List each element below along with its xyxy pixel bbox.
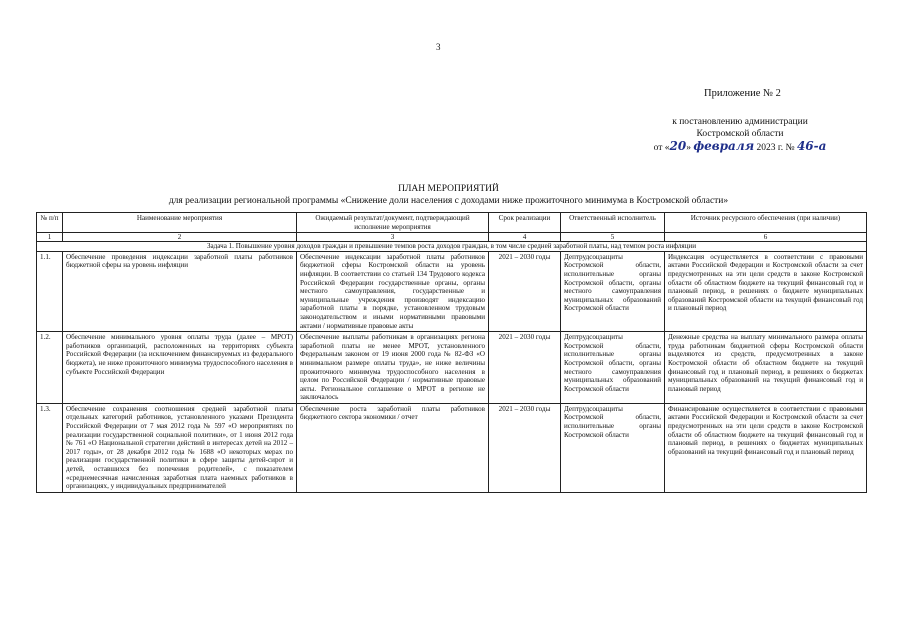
row-num: 1.3. — [37, 403, 63, 492]
header-name: Наименование мероприятия — [63, 213, 297, 233]
decree-month: февраля — [693, 139, 755, 153]
header-executor: Ответственный исполнитель — [561, 213, 665, 233]
column-numbers-row — [37, 233, 867, 242]
row-source: Индексация осуществляется в соответствии с правовыми актами Российской Федерации и Костромской области за счет предусмотренных на эти цели средств в законе Костромской области об областном бюджете на текущий финансовый год и плановый период, в решениях о бюджете муниципальных образований Костромской области на текущий финансовый год и плановый период — [665, 251, 867, 331]
row-executor: Дептрудсоцзащиты Костромской области, исполнительные органы Костромской области, органы местного самоуправления муниципальных образований Костромской области — [561, 332, 665, 404]
row-result: Обеспечение индексации заработной платы работников бюджетной сферы Костромской области на уровень инфляции. В соответствии со статьей 134 Трудового кодекса Российской Федерации государственные органы, органы местного самоуправления, государственные и муниципальные учреждения производят индексацию заработной платы в порядке, установленном трудовым законодательством и иными нормативными правовыми актами / нормативные правовые акты — [297, 251, 489, 331]
column-number: 1 — [37, 233, 63, 242]
decree-number: 46-а — [796, 139, 827, 153]
column-number: 3 — [297, 233, 489, 242]
decree-from: от « — [653, 143, 670, 153]
row-source: Финансирование осуществляется в соответствии с правовыми актами Российской Федерации и Костромской области за счет предусмотренных на эти цели средств в законе Костромской области об областном бюджете на текущий финансовый год и плановый период, в решениях о бюджетах муниципальных образований на текущий финансовый год и плановый период — [665, 403, 867, 492]
activities-table — [36, 212, 867, 493]
task-1-title: Задача 1. Повышение уровня доходов граждан и превышение темпов роста доходов граждан, в том числе средней заработной платы, над темпом роста инфляции — [37, 242, 867, 252]
row-result: Обеспечение роста заработной платы работников бюджетного сектора экономики / отчет — [297, 403, 489, 492]
decree-date-line — [640, 140, 840, 154]
table-header-row — [37, 213, 867, 233]
decree-day: 20 — [669, 139, 687, 153]
decree-line-1: к постановлению администрации — [672, 117, 808, 127]
page-number: 3 — [436, 42, 441, 52]
plan-title-heading: ПЛАН МЕРОПРИЯТИЙ — [398, 184, 499, 194]
task-row — [37, 242, 867, 252]
row-period: 2021 – 2030 годы — [489, 251, 561, 331]
table-row — [37, 403, 867, 492]
row-period: 2021 – 2030 годы — [489, 403, 561, 492]
decree-line-2: Костромской области — [696, 129, 784, 139]
header-num: № п/п — [37, 213, 63, 233]
appendix-title: Приложение № 2 — [704, 88, 781, 99]
header-result: Ожидаемый результат/документ, подтверждающий исполнение мероприятия — [297, 213, 489, 233]
row-num: 1.1. — [37, 251, 63, 331]
plan-title — [0, 183, 897, 207]
row-name: Обеспечение сохранения соотношения средней заработной платы отдельных категорий работников, установленного указами Президента Российской Федерации от 7 мая 2012 года № 597 «О мероприятиях по реализации государственной социальной политики», от 1 июня 2012 года № 761 «О Национальной стратегии действий в интересах детей на 2012 – 2017 годы», от 28 декабря 2012 года № 1688 «О некоторых мерах по реализации государственной политики в сфере защиты детей-сирот и детей, оставшихся без попечения родителей», с показателем «среднемесячная начисленная заработная плата наемных работников в организациях, у индивидуальных предпринимателей — [63, 403, 297, 492]
column-number: 6 — [665, 233, 867, 242]
column-number: 5 — [561, 233, 665, 242]
table-row — [37, 251, 867, 331]
plan-title-subheading: для реализации региональной программы «Снижение доли населения с доходами ниже прожиточного минимума в Костромской области» — [168, 196, 729, 206]
row-executor: Дептрудсоцзащиты Костромской области, исполнительные органы Костромской области — [561, 403, 665, 492]
header-period: Срок реализации — [489, 213, 561, 233]
column-number: 2 — [63, 233, 297, 242]
row-executor: Дептрудсоцзащиты Костромской области, исполнительные органы Костромской области, органы местного самоуправления муниципальных образований Костромской области — [561, 251, 665, 331]
row-result: Обеспечение выплаты работникам в организациях региона заработной платы не менее МРОТ, установленного Федеральным законом от 19 июня 2000 года № 82-ФЗ «О минимальном размере оплаты труда», не ниже величины прожиточного минимума трудоспособного населения в целом по Российской Федерации / нормативные правовые акты. Региональное соглашение о МРОТ в регионе не заключалось — [297, 332, 489, 404]
decree-year: 2023 г. № — [756, 143, 795, 153]
decree-reference — [640, 116, 840, 154]
header-source: Источник ресурсного обеспечения (при наличии) — [665, 213, 867, 233]
row-num: 1.2. — [37, 332, 63, 404]
row-name: Обеспечение минимального уровня оплаты труда (далее – МРОТ) работников организаций, расположенных на территориях субъекта Российской Федерации (за исключением финансируемых из федерального бюджета), не ниже прожиточного минимума трудоспособного населения в субъекте Российской Федерации — [63, 332, 297, 404]
row-source: Денежные средства на выплату минимального размера оплаты труда работникам бюджетной сферы Костромской области выделяются из средств, предусмотренных в законе Костромской области об областном бюджете на текущий финансовый год и плановый период, в решениях о бюджетах муниципальных образований на текущий финансовый год и плановый период — [665, 332, 867, 404]
column-number: 4 — [489, 233, 561, 242]
decree-quote-close: » — [686, 143, 691, 153]
row-period: 2021 – 2030 годы — [489, 332, 561, 404]
row-name: Обеспечение проведения индексации заработной платы работников бюджетной сферы на уровень инфляции — [63, 251, 297, 331]
table-row — [37, 332, 867, 404]
